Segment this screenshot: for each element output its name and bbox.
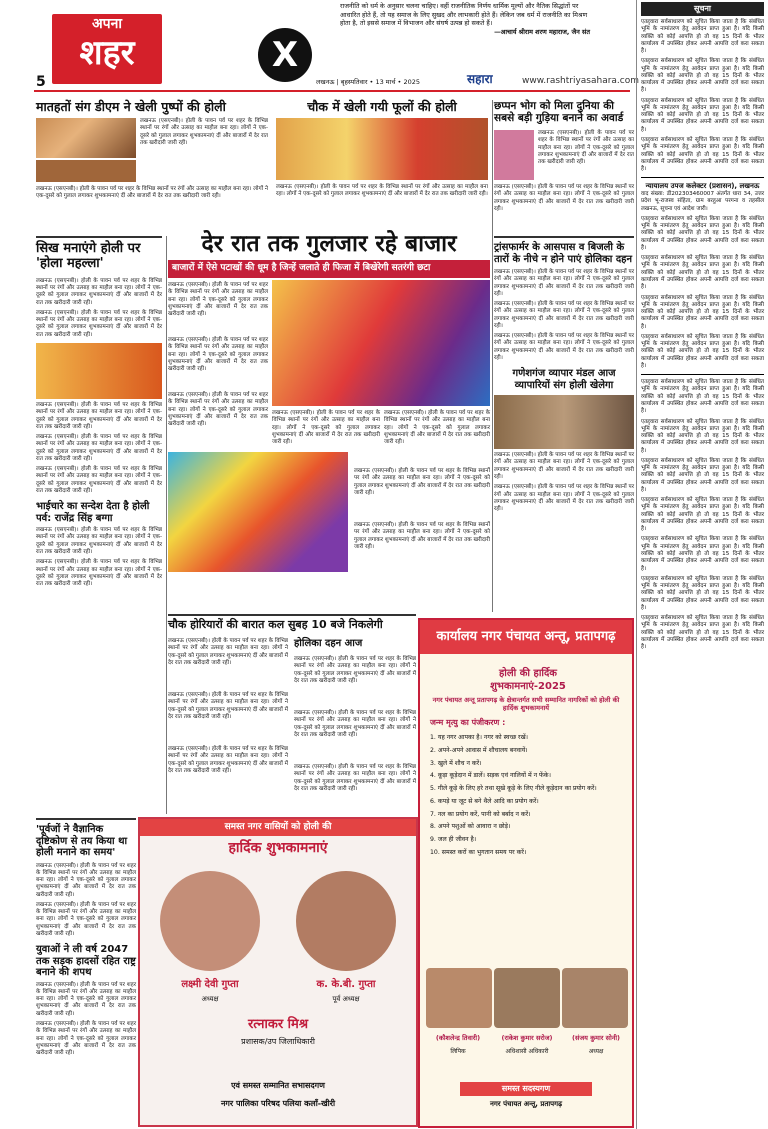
story-body: लखनऊ (एसएनबी)। होली के पावन पर्व पर शहर के विभिन्न स्थानों पर रंगों और उत्साह का माहौल बना रहा। लोगों ने एक-दूसरे को गुलाल लगाकर शुभकामनाएं दीं और बाजारों में देर रात तक खरीदारी जारी रही। [36,277,162,306]
page-number: 5 [36,74,46,90]
traders-photo [494,395,634,449]
story-body-2: लखनऊ (एसएनबी)। होली के पावन पर्व पर शहर के विभिन्न स्थानों पर रंगों और उत्साह का माहौल बना रहा। लोगों ने एक-दूसरे को गुलाल लगाकर शुभकामनाएं दीं और बाजारों में देर रात तक खरीदारी जारी रही। [36,309,162,338]
person-role-3: प्रशासक/उप जिलाधिकारी [241,1037,315,1046]
lead-body-3: लखनऊ (एसएनबी)। होली के पावन पर्व पर शहर के विभिन्न स्थानों पर रंगों और उत्साह का माहौल बना रहा। लोगों ने एक-दूसरे को गुलाल लगाकर शुभकामनाएं दीं और बाजारों में देर रात तक खरीदारी जारी रही। [168,392,268,428]
court-notice-text-5: एतद्द्वारा सर्वसाधारण को सूचित किया जाता है कि संबंधित भूमि के नामांतरण हेतु आवेदन प्राप्त हुआ है। यदि किसी व्यक्ति को कोई आपत्ति हो तो वह 15 दिनों के भीतर कार्यालय में उपस्थित होकर अपनी आपत्ति दर्ज करा सकता है। [641,333,764,369]
story-body-5: लखनऊ (एसएनबी)। होली के पावन पर्व पर शहर के विभिन्न स्थानों पर रंगों और उत्साह का माहौल बना रहा। लोगों ने एक-दूसरे को गुलाल लगाकर शुभकामनाएं दीं और बाजारों में देर रात तक खरीदारी जारी रही। [494,484,634,513]
story-body: लखनऊ (एसएनबी)। होली के पावन पर्व पर शहर के विभिन्न स्थानों पर रंगों और उत्साह का माहौल बना रहा। लोगों ने एक-दूसरे को गुलाल लगाकर शुभकामनाएं दीं और बाजारों में देर रात तक खरीदारी जारी रही। [276,184,488,198]
story-photo [36,118,136,158]
official-photo-3 [562,968,628,1028]
court-notice-text-2: एतद्द्वारा सर्वसाधारण को सूचित किया जाता है कि संबंधित भूमि के नामांतरण हेतु आवेदन प्राप्त हुआ है। यदि किसी व्यक्ति को कोई आपत्ति हो तो वह 15 दिनों के भीतर कार्यालय में उपस्थित होकर अपनी आपत्ति दर्ज करा सकता है। [641,215,764,251]
story-photo [276,118,488,180]
ad2-footer-2: नगर पालिका परिषद पलिया कलाँ-खीरी [220,1099,336,1108]
official-name-3: (संजय कुमार सोनी) [571,1034,621,1042]
ad-item: 5. गीले कूड़े के लिए हरे तथा सूखे कूड़े के लिए नीले कूड़ेदान का प्रयोग करें। [430,785,597,792]
notice-text-4: एतद्द्वारा सर्वसाधारण को सूचित किया जाता है कि संबंधित भूमि के नामांतरण हेतु आवेदन प्राप्त हुआ है। यदि किसी व्यक्ति को कोई आपत्ति हो तो वह 15 दिनों के भीतर कार्यालय में उपस्थित होकर अपनी आपत्ति दर्ज करा सकता है। [641,136,764,173]
lead-body-5: लखनऊ (एसएनबी)। होली के पावन पर्व पर शहर के विभिन्न स्थानों पर रंगों और उत्साह का माहौल बना रहा। लोगों ने एक-दूसरे को गुलाल लगाकर शुभकामनाएं दीं और बाजारों में देर रात तक खरीदारी जारी रही। [384,410,490,446]
lead-body-6: लखनऊ (एसएनबी)। होली के पावन पर्व पर शहर के विभिन्न स्थानों पर रंगों और उत्साह का माहौल बना रहा। लोगों ने एक-दूसरे को गुलाल लगाकर शुभकामनाएं दीं और बाजारों में देर रात तक खरीदारी जारी रही। [354,468,490,496]
left-column [36,236,162,816]
official-photo-1 [426,968,492,1028]
notice-text: एतद्द्वारा सर्वसाधारण को सूचित किया जाता है कि संबंधित भूमि के नामांतरण हेतु आवेदन प्राप्त हुआ है। यदि किसी व्यक्ति को कोई आपत्ति हो तो वह 15 दिनों के भीतर कार्यालय में उपस्थित होकर अपनी आपत्ति दर्ज करा सकता है। [641,19,764,55]
court-notice-text-4: एतद्द्वारा सर्वसाधारण को सूचित किया जाता है कि संबंधित भूमि के नामांतरण हेतु आवेदन प्राप्त हुआ है। यदि किसी व्यक्ति को कोई आपत्ति हो तो वह 15 दिनों के भीतर कार्यालय में उपस्थित होकर अपनी आपत्ति दर्ज करा सकता है। [641,294,764,330]
ad-item: 2. अपने-अपने आवास में शौचालय बनवायें। [430,746,528,754]
person-photo-2 [296,871,396,971]
sahara-logo: सहारा [467,72,493,86]
story-body-2: लखनऊ (एसएनबी)। होली के पावन पर्व पर शहर के विभिन्न स्थानों पर रंगों और उत्साह का माहौल बना रहा। लोगों ने एक-दूसरे को गुलाल लगाकर शुभकामनाएं दीं और बाजारों में देर रात तक खरीदारी जारी रही। [168,692,288,720]
story-body-5: लखनऊ (एसएनबी)। होली के पावन पर्व पर शहर के विभिन्न स्थानों पर रंगों और उत्साह का माहौल बना रहा। लोगों ने एक-दूसरे को गुलाल लगाकर शुभकामनाएं दीं और बाजारों में देर रात तक खरीदारी जारी रही। [294,710,416,738]
palia-nagar-ad [138,817,418,1127]
classifieds-column [636,0,768,1129]
ad2-banner: समस्त नगर वासियों को होली की [140,819,416,836]
story-dm-holi [36,100,270,228]
story-body-3: लखनऊ (एसएनबी)। होली के पावन पर्व पर शहर के विभिन्न स्थानों पर रंगों और उत्साह का माहौल बना रहा। लोगों ने एक-दूसरे को गुलाल लगाकर शुभकामनाएं दीं और बाजारों में देर रात तक खरीदारी जारी रही। [36,402,162,430]
quote-text: राजनीति को धर्म के अनुसार चलना चाहिए। वहीं राजनीतिक निर्णय धार्मिक मूल्यों और नैतिक सिद्धांतों पर आधारित होते हैं, तो यह समाज के लिए सुखद और लाभकारी होते हैं। लेकिन जब धर्म में राजनीति का मिश्रण होता है, तो इससे समाज में विभाजन और संघर्ष उत्पन्न हो सकते हैं। [340,2,588,28]
story-body-4: लखनऊ (एसएनबी)। होली के पावन पर्व पर शहर के विभिन्न स्थानों पर रंगों और उत्साह का माहौल बना रहा। लोगों ने एक-दूसरे को गुलाल लगाकर शुभकामनाएं दीं और बाजारों में देर रात तक खरीदारी जारी रही। [294,656,416,684]
quote-author: —आचार्य श्रीराम शरण महाराज, जैन संत [494,27,590,36]
story-body-2: लखनऊ (एसएनबी)। होली के पावन पर्व पर शहर के विभिन्न स्थानों पर रंगों और उत्साह का माहौल बना रहा। लोगों ने एक-दूसरे को गुलाल लगाकर शुभकामनाएं दीं और बाजारों में देर रात तक खरीदारी जारी रही। [36,901,136,937]
story-body-4: लखनऊ (एसएनबी)। होली के पावन पर्व पर शहर के विभिन्न स्थानों पर रंगों और उत्साह का माहौल बना रहा। लोगों ने एक-दूसरे को गुलाल लगाकर शुभकामनाएं दीं और बाजारों में देर रात तक खरीदारी जारी रही। [36,434,162,462]
story-body-2: लखनऊ (एसएनबी)। होली के पावन पर्व पर शहर के विभिन्न स्थानों पर रंगों और उत्साह का माहौल बना रहा। लोगों ने एक-दूसरे को गुलाल लगाकर शुभकामनाएं दीं और बाजारों में देर रात तक खरीदारी जारी रही। [36,186,268,200]
story-title-holika: होलिका दहन आज [294,638,363,649]
official-name-2: (राकेश कुमार सरोज) [501,1034,553,1042]
lead-subtitle: बाजारों में ऐसे पटाखों की धूम है जिन्हें जलाते ही फिजा में बिखेरेगी सतरंगी छटा [168,260,490,277]
column-rule-2 [492,100,493,612]
lead-body-7: लखनऊ (एसएनबी)। होली के पावन पर्व पर शहर के विभिन्न स्थानों पर रंगों और उत्साह का माहौल बना रहा। लोगों ने एक-दूसरे को गुलाल लगाकर शुभकामनाएं दीं और बाजारों में देर रात तक खरीदारी जारी रही। [354,522,490,550]
court-notice-heading: न्यायालय उपज कलेक्टर (प्रशासन), लखनऊ [645,182,760,191]
ad-item: 1. यह नगर आपका है। नगर को स्वच्छ रखें। [430,734,528,741]
court-notice-text-12: एतद्द्वारा सर्वसाधारण को सूचित किया जाता है कि संबंधित भूमि के नामांतरण हेतु आवेदन प्राप्त हुआ है। यदि किसी व्यक्ति को कोई आपत्ति हो तो वह 15 दिनों के भीतर कार्यालय में उपस्थित होकर अपनी आपत्ति दर्ज करा सकता है। [641,615,764,651]
story-body-5: लखनऊ (एसएनबी)। होली के पावन पर्व पर शहर के विभिन्न स्थानों पर रंगों और उत्साह का माहौल बना रहा। लोगों ने एक-दूसरे को गुलाल लगाकर शुभकामनाएं दीं और बाजारों में देर रात तक खरीदारी जारी रही। [36,466,162,494]
story-title: चौक में खेली गयी फूलों की होली [307,99,457,114]
official-photo-2 [494,968,560,1028]
person-role-1: अध्यक्ष [201,995,219,1003]
story-body: लखनऊ (एसएनबी)। होली के पावन पर्व पर शहर के विभिन्न स्थानों पर रंगों और उत्साह का माहौल बना रहा। लोगों ने एक-दूसरे को गुलाल लगाकर शुभकामनाएं दीं और बाजारों में देर रात तक खरीदारी जारी रही। [140,118,268,146]
story-chappan-bhog [494,100,634,232]
story-body: लखनऊ (एसएनबी)। होली के पावन पर्व पर शहर के विभिन्न स्थानों पर रंगों और उत्साह का माहौल बना रहा। लोगों ने एक-दूसरे को गुलाल लगाकर शुभकामनाएं दीं और बाजारों में देर रात तक खरीदारी जारी रही। [168,638,288,666]
story-title-hola-mahalla: सिख मनाएंगे होली पर 'होला महल्ला' [36,241,141,271]
notice-heading: सूचना [641,2,764,16]
apna-shahar-logo [52,14,162,84]
court-notice-text-3: एतद्द्वारा सर्वसाधारण को सूचित किया जाता है कि संबंधित भूमि के नामांतरण हेतु आवेदन प्राप्त हुआ है। यदि किसी व्यक्ति को कोई आपत्ति हो तो वह 15 दिनों के भीतर कार्यालय में उपस्थित होकर अपनी आपत्ति दर्ज करा सकता है। [641,255,764,291]
person-name-2: क. के.बी. गुप्ता [316,979,376,990]
masthead-rule [34,90,630,92]
court-notice-text: वाद संख्या: डी202303460007 अंतर्गत धारा 34, उत्तर प्रदेश भू-राजस्व संहिता, ग्राम बरहुआ परगना व तहसील लखनऊ, सूचना एवं आदेश जारी। [641,191,764,212]
story-body-4: लखनऊ (एसएनबी)। होली के पावन पर्व पर शहर के विभिन्न स्थानों पर रंगों और उत्साह का माहौल बना रहा। लोगों ने एक-दूसरे को गुलाल लगाकर शुभकामनाएं दीं और बाजारों में देर रात तक खरीदारी जारी रही। [494,452,634,480]
logo-top-text: अपना [91,16,123,32]
story-title: चौक होरियारों की बारात कल सुबह 10 बजे निकलेगी [168,618,383,631]
ad-footer: समस्त सदस्यगण [460,1082,592,1096]
lead-body-4: लखनऊ (एसएनबी)। होली के पावन पर्व पर शहर के विभिन्न स्थानों पर रंगों और उत्साह का माहौल बना रहा। लोगों ने एक-दूसरे को गुलाल लगाकर शुभकामनाएं दीं और बाजारों में देर रात तक खरीदारी जारी रही। [272,410,380,446]
story-body-3: लखनऊ (एसएनबी)। होली के पावन पर्व पर शहर के विभिन्न स्थानों पर रंगों और उत्साह का माहौल बना रहा। लोगों ने एक-दूसरे को गुलाल लगाकर शुभकामनाएं दीं और बाजारों में देर रात तक खरीदारी जारी रही। [168,746,288,774]
ad-heading: कार्यालय नगर पंचायत अन्तू, प्रतापगढ़ [420,620,632,654]
story-body-7: लखनऊ (एसएनबी)। होली के पावन पर्व पर शहर के विभिन्न स्थानों पर रंगों और उत्साह का माहौल बना रहा। लोगों ने एक-दूसरे को गुलाल लगाकर शुभकामनाएं दीं और बाजारों में देर रात तक खरीदारी जारी रही। [36,559,162,588]
ad-section: जन्म मृत्यु का पंजीकरण : [430,718,506,727]
column-rule [166,236,167,814]
logo-main-text: शहर [79,32,135,73]
ad-items-list [430,734,626,862]
official-role-3: अध्यक्ष [588,1048,604,1055]
person-role-2: पूर्व अध्यक्ष [332,995,360,1003]
official-role-1: लिपिक [450,1048,466,1055]
story-title-bhaichara: भाईचारे का सन्देश देता है होली पर्व: राजेंद्र सिंह बग्गा [36,501,150,524]
ad-item: 4. कूड़ा कूड़ेदान में डालें। सड़क एवं नालियों में न फेंके। [430,772,551,780]
ad-item: 8. अपने पशुओं को आवारा न छोड़े। [430,823,511,831]
story-photo-2 [36,160,136,182]
story-photo [494,130,534,180]
notice-text-2: एतद्द्वारा सर्वसाधारण को सूचित किया जाता है कि संबंधित भूमि के नामांतरण हेतु आवेदन प्राप्त हुआ है। यदि किसी व्यक्ति को कोई आपत्ति हो तो वह 15 दिनों के भीतर कार्यालय में उपस्थित होकर अपनी आपत्ति दर्ज करा सकता है। [641,58,764,94]
colors-hands-photo [168,452,348,572]
ad-item: 6. कपड़े या जूट से बने थैले आदि का प्रयोग करें। [430,797,539,805]
story-title-transformer: ट्रांसफार्मर के आसपास व बिजली के तारों के नीचे न होने पाएं होलिका दहन [494,242,633,265]
court-notice-text-10: एतद्द्वारा सर्वसाधारण को सूचित किया जाता है कि संबंधित भूमि के नामांतरण हेतु आवेदन प्राप्त हुआ है। यदि किसी व्यक्ति को कोई आपत्ति हो तो वह 15 दिनों के भीतर कार्यालय में उपस्थित होकर अपनी आपत्ति दर्ज करा सकता है। [641,536,764,572]
nagar-panchayat-ad [418,618,634,1128]
story-chowk-flower-holi [276,100,488,228]
website-url[interactable]: www.rashtriyasahara.com [522,76,640,86]
court-notice-text-6: एतद्द्वारा सर्वसाधारण को सूचित किया जाता है कि संबंधित भूमि के नामांतरण हेतु आवेदन प्राप्त हुआ है। यदि किसी व्यक्ति को कोई आपत्ति हो तो वह 15 दिनों के भीतर कार्यालय में उपस्थित होकर अपनी आपत्ति दर्ज करा सकता है। [641,379,764,415]
ad-greeting: होली की हार्दिक शुभकामनाएं-2025 [490,668,566,692]
flowers-photo [36,343,162,399]
ad-line1: नगर पंचायत अन्तू प्रतापगढ़ के क्षेत्रान्तर्गत सभी सम्मानित नागरिकों को होली की हार्दिक शुभकामनायें [432,696,620,713]
ad2-title: हार्दिक शुभकामनाएं [228,840,328,857]
story-body-6: लखनऊ (एसएनबी)। होली के पावन पर्व पर शहर के विभिन्न स्थानों पर रंगों और उत्साह का माहौल बना रहा। लोगों ने एक-दूसरे को गुलाल लगाकर शुभकामनाएं दीं और बाजारों में देर रात तक खरीदारी जारी रही। [294,764,416,792]
story-title-road-safety: युवाओं ने ली वर्ष 2047 तक सड़क हादसों रहित राष्ट्र बनाने की शपथ [36,944,136,979]
story-body-4: लखनऊ (एसएनबी)। होली के पावन पर्व पर शहर के विभिन्न स्थानों पर रंगों और उत्साह का माहौल बना रहा। लोगों ने एक-दूसरे को गुलाल लगाकर शुभकामनाएं दीं और बाजारों में देर रात तक खरीदारी जारी रही। [36,1020,136,1057]
ad-item: 9. जल ही जीवन है। [430,836,477,843]
quote-box [340,2,590,37]
story-title-ganeshganj: गणेशगंज व्यापार मंडल आज व्यापारियों संग होली खेलेगा [512,368,616,391]
story-body-2: लखनऊ (एसएनबी)। होली के पावन पर्व पर शहर के विभिन्न स्थानों पर रंगों और उत्साह का माहौल बना रहा। लोगों ने एक-दूसरे को गुलाल लगाकर शुभकामनाएं दीं और बाजारों में देर रात तक खरीदारी जारी रही। [494,184,634,212]
person-name-3: रत्नाकर मिश्र [247,1017,309,1032]
person-name-1: लक्ष्मी देवी गुप्ता [181,979,239,990]
lead-story [168,232,490,612]
story-title-purvaj: 'पूर्वजों ने वैज्ञानिक दृष्टिकोण से तय किया था होली मनाने का समय' [36,824,128,858]
story-chowk-baraat [168,614,416,814]
story-title: मातहतों संग डीएम ने खेली पुष्पों की होली [36,99,226,114]
x-logo-icon: X [258,28,312,82]
story-body-2: लखनऊ (एसएनबी)। होली के पावन पर्व पर शहर के विभिन्न स्थानों पर रंगों और उत्साह का माहौल बना रहा। लोगों ने एक-दूसरे को गुलाल लगाकर शुभकामनाएं दीं और बाजारों में देर रात तक खरीदारी जारी रही। [494,301,634,329]
story-body: लखनऊ (एसएनबी)। होली के पावन पर्व पर शहर के विभिन्न स्थानों पर रंगों और उत्साह का माहौल बना रहा। लोगों ने एक-दूसरे को गुलाल लगाकर शुभकामनाएं दीं और बाजारों में देर रात तक खरीदारी जारी रही। [538,130,634,166]
court-notice-text-11: एतद्द्वारा सर्वसाधारण को सूचित किया जाता है कि संबंधित भूमि के नामांतरण हेतु आवेदन प्राप्त हुआ है। यदि किसी व्यक्ति को कोई आपत्ति हो तो वह 15 दिनों के भीतर कार्यालय में उपस्थित होकर अपनी आपत्ति दर्ज करा सकता है। [641,575,764,611]
ad2-footer: एवं समस्त सम्मानित सभासदगण [231,1081,325,1090]
person-photo-1 [160,871,260,971]
story-body-3: लखनऊ (एसएनबी)। होली के पावन पर्व पर शहर के विभिन्न स्थानों पर रंगों और उत्साह का माहौल बना रहा। लोगों ने एक-दूसरे को गुलाल लगाकर शुभकामनाएं दीं और बाजारों में देर रात तक खरीदारी जारी रही। [36,981,136,1017]
court-notice-text-7: एतद्द्वारा सर्वसाधारण को सूचित किया जाता है कि संबंधित भूमि के नामांतरण हेतु आवेदन प्राप्त हुआ है। यदि किसी व्यक्ति को कोई आपत्ति हो तो वह 15 दिनों के भीतर कार्यालय में उपस्थित होकर अपनी आपत्ति दर्ज करा सकता है। [641,418,764,454]
market-photo [272,280,490,406]
court-notice-text-9: एतद्द्वारा सर्वसाधारण को सूचित किया जाता है कि संबंधित भूमि के नामांतरण हेतु आवेदन प्राप्त हुआ है। यदि किसी व्यक्ति को कोई आपत्ति हो तो वह 15 दिनों के भीतर कार्यालय में उपस्थित होकर अपनी आपत्ति दर्ज करा सकता है। [641,497,764,533]
lead-title: देर रात तक गुलजार रहे बाजार [201,231,457,257]
story-body-3: लखनऊ (एसएनबी)। होली के पावन पर्व पर शहर के विभिन्न स्थानों पर रंगों और उत्साह का माहौल बना रहा। लोगों ने एक-दूसरे को गुलाल लगाकर शुभकामनाएं दीं और बाजारों में देर रात तक खरीदारी जारी रही। [494,333,634,361]
divider [641,177,764,178]
story-body: लखनऊ (एसएनबी)। होली के पावन पर्व पर शहर के विभिन्न स्थानों पर रंगों और उत्साह का माहौल बना रहा। लोगों ने एक-दूसरे को गुलाल लगाकर शुभकामनाएं दीं और बाजारों में देर रात तक खरीदारी जारी रही। [36,862,136,898]
ad-item: 7. नल का प्रयोग करें, पानी को बर्बाद न करें। [430,810,531,818]
right-middle-column [494,236,634,611]
story-body-6: लखनऊ (एसएनबी)। होली के पावन पर्व पर शहर के विभिन्न स्थानों पर रंगों और उत्साह का माहौल बना रहा। लोगों ने एक-दूसरे को गुलाल लगाकर शुभकामनाएं दीं और बाजारों में देर रात तक खरीदारी जारी रही। [36,527,162,555]
notice-text-3: एतद्द्वारा सर्वसाधारण को सूचित किया जाता है कि संबंधित भूमि के नामांतरण हेतु आवेदन प्राप्त हुआ है। यदि किसी व्यक्ति को कोई आपत्ति हो तो वह 15 दिनों के भीतर कार्यालय में उपस्थित होकर अपनी आपत्ति दर्ज करा सकता है। [641,97,764,133]
lead-body-2: लखनऊ (एसएनबी)। होली के पावन पर्व पर शहर के विभिन्न स्थानों पर रंगों और उत्साह का माहौल बना रहा। लोगों ने एक-दूसरे को गुलाल लगाकर शुभकामनाएं दीं और बाजारों में देर रात तक खरीदारी जारी रही। [168,337,268,373]
left-bottom-column [36,818,136,1128]
official-name-1: (कौशलेन्द्र तिवारी) [435,1034,481,1042]
ad-item: 10. समस्त करों का भुगतान समय पर करें। [430,848,527,856]
court-notice-text-8: एतद्द्वारा सर्वसाधारण को सूचित किया जाता है कि संबंधित भूमि के नामांतरण हेतु आवेदन प्राप्त हुआ है। यदि किसी व्यक्ति को कोई आपत्ति हो तो वह 15 दिनों के भीतर कार्यालय में उपस्थित होकर अपनी आपत्ति दर्ज करा सकता है। [641,457,764,493]
ad-footer-2: नगर पंचायत अन्तू, प्रतापगढ़ [489,1100,563,1108]
official-role-2: अधिशासी अधिकारी [505,1048,549,1055]
ad-item: 3. खुले में शौच न करें। [430,759,482,767]
divider-2 [641,374,764,375]
dateline: लखनऊ | बृहस्पतिवार • 13 मार्च • 2025 [316,78,420,86]
story-title: छप्पन भोग को मिला दुनिया की सबसे बड़ी गुड़िया बनाने का अवार्ड [494,100,624,125]
story-body: लखनऊ (एसएनबी)। होली के पावन पर्व पर शहर के विभिन्न स्थानों पर रंगों और उत्साह का माहौल बना रहा। लोगों ने एक-दूसरे को गुलाल लगाकर शुभकामनाएं दीं और बाजारों में देर रात तक खरीदारी जारी रही। [494,269,634,297]
lead-body: लखनऊ (एसएनबी)। होली के पावन पर्व पर शहर के विभिन्न स्थानों पर रंगों और उत्साह का माहौल बना रहा। लोगों ने एक-दूसरे को गुलाल लगाकर शुभकामनाएं दीं और बाजारों में देर रात तक खरीदारी जारी रही। [168,282,268,318]
